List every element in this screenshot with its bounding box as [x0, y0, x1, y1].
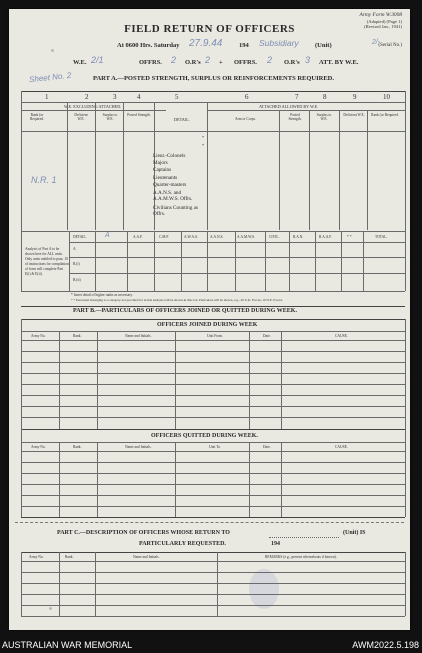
- rule: [69, 257, 405, 258]
- rule: [289, 231, 290, 291]
- rule: [235, 231, 236, 291]
- rule: [339, 110, 340, 230]
- rule: [21, 594, 405, 595]
- rule: [21, 231, 22, 291]
- header-surplus: Surplus to W.E.: [102, 113, 118, 121]
- header-arm-corps: Arm or Corps.: [235, 117, 256, 121]
- attached-allowed: ATTACHED ALLOWED BY W.E.: [259, 104, 319, 109]
- analysis-col-other: * *: [347, 235, 352, 239]
- ors2-label: O.R's: [284, 59, 300, 66]
- ors-label: O.R's: [185, 59, 201, 66]
- quitted-col-date: Date.: [263, 445, 271, 449]
- rule: [21, 319, 22, 429]
- joined-col-name: Name and Initials.: [125, 334, 152, 338]
- rule: [21, 231, 405, 232]
- analysis-col-total: TOTAL.: [375, 235, 388, 239]
- analysis-col-cmf: C.M.F.: [159, 235, 169, 239]
- rule: [95, 231, 96, 291]
- analysis-row-bii: B.(ii): [73, 278, 81, 282]
- rule: [181, 231, 182, 291]
- serial-label: (Serial No.): [378, 43, 402, 48]
- rule: [97, 331, 98, 429]
- rule: [207, 231, 208, 291]
- rule: [21, 552, 22, 616]
- att-label: ATT. BY W.E.: [319, 59, 359, 66]
- rule: [405, 231, 406, 291]
- rule: [21, 384, 405, 385]
- analysis-col-aamws: A.A.M.W.S.: [237, 235, 255, 239]
- analysis-col-civil: CIVIL.: [269, 235, 280, 239]
- offrs-label: OFFRS.: [139, 59, 162, 66]
- handwritten-date: 27.9.44: [189, 38, 223, 49]
- rule: [207, 102, 208, 230]
- part-c-col-name: Name and Initials.: [133, 555, 160, 559]
- rule: [21, 552, 405, 553]
- rule: [315, 231, 316, 291]
- ink-stain: [249, 569, 279, 609]
- header-deficient: Deficient W.E.: [74, 113, 88, 121]
- analysis-col-detail: DETAIL.: [73, 235, 87, 239]
- header-deficient-2: Deficient W.E.: [343, 113, 365, 117]
- part-c-unit-is: (Unit) IS: [343, 530, 366, 536]
- plus-sign: +: [219, 59, 223, 66]
- analysis-col-raaf: R.A.A.F.: [319, 235, 332, 239]
- handwritten-ors2: 3: [305, 55, 311, 65]
- offrs2-label: OFFRS.: [234, 59, 257, 66]
- rule: [175, 442, 176, 517]
- rule: [21, 131, 405, 132]
- form-title: FIELD RETURN OF OFFICERS: [124, 23, 295, 35]
- rule: [21, 561, 405, 562]
- rule: [21, 110, 166, 111]
- rule: [59, 331, 60, 429]
- rule: [21, 291, 405, 292]
- caption-right: AWM2022.5.198: [352, 640, 419, 650]
- joined-title: OFFICERS JOINED DURING WEEK: [157, 322, 258, 328]
- footnote-1: * Insert detail of higher ranks as necessary.: [71, 293, 133, 297]
- quitted-col-army-no: Army No.: [31, 445, 46, 449]
- at-hours-label: At 0600 Hrs. Saturday: [117, 42, 180, 49]
- analysis-col-handwritten: A: [105, 232, 110, 239]
- rule: [217, 552, 218, 616]
- rule: [21, 451, 405, 452]
- part-c-heading: PART C.—DESCRIPTION OF OFFICERS WHOSE RETURN TO: [57, 530, 230, 536]
- rule: [59, 552, 60, 616]
- rule: [281, 442, 282, 517]
- header-rank-required: Rank (or Required.: [29, 113, 45, 121]
- detail-list: Lieut.-Colonels Majors Captains Lieutenants Quarter-masters A.A.N.S. and A.A.M.W.S. Offrs. Civilians Counting as Offrs.: [153, 153, 198, 218]
- part-a-heading: PART A.—POSTED STRENGTH, SURPLUS OR REINFORCEMENTS REQUIRED.: [93, 75, 334, 82]
- punch-hole: [51, 49, 54, 52]
- part-c-col-rank: Rank.: [65, 555, 74, 559]
- quitted-col-unit-to: Unit To.: [209, 445, 221, 449]
- handwritten-ors: 2: [205, 55, 211, 65]
- footnote-2: * * Personnel belonging to a category not provided for in this analysis will be shown in this Col. Particulars will be shown, e.g., 20 U.K. Forces; 10 N.E. Forces.: [71, 298, 283, 302]
- header-posted-strength: Posted Strength.: [127, 113, 151, 117]
- analysis-row-a: A.: [73, 247, 77, 251]
- rule: [405, 429, 406, 517]
- year-prefix: 194: [239, 42, 249, 49]
- rule: [95, 102, 96, 230]
- part-c-col-remarks: REMARKS (e.g., present whereabouts if known).: [265, 555, 337, 559]
- handwritten-unit: Subsidiary: [259, 38, 299, 48]
- handwritten-offrs2: 2: [267, 55, 273, 65]
- punch-hole: [49, 607, 52, 610]
- rule: [21, 495, 405, 496]
- joined-col-date: Date.: [263, 334, 271, 338]
- rule: [127, 231, 128, 291]
- quitted-col-name: Name and Initials.: [125, 445, 152, 449]
- rule: [279, 110, 280, 230]
- part-b-heading: PART B.—PARTICULARS OF OFFICERS JOINED OR QUITTED DURING WEEK.: [73, 308, 297, 314]
- rule: [21, 102, 405, 103]
- unit-label: (Unit): [315, 42, 332, 49]
- rule: [21, 484, 405, 485]
- rule: [21, 506, 405, 507]
- rule: [21, 351, 405, 352]
- analysis-row-bi: B.(i): [73, 262, 80, 266]
- rule: [309, 110, 310, 230]
- rule: [21, 395, 405, 396]
- analysis-col-awas: A.W.A.S.: [184, 235, 198, 239]
- rule: [21, 331, 405, 332]
- caption-left: AUSTRALIAN WAR MEMORIAL: [2, 640, 133, 650]
- analysis-col-aaf: A.A.F.: [133, 235, 143, 239]
- rule: [69, 231, 70, 291]
- rule: [21, 429, 405, 430]
- rule: [67, 102, 68, 230]
- rule: [97, 442, 98, 517]
- header-rank-required-2: Rank (or Required.: [371, 113, 399, 117]
- rule: [21, 572, 405, 573]
- rule: [21, 406, 405, 407]
- rule: [21, 91, 22, 231]
- quitted-title: OFFICERS QUITTED DURING WEEK.: [151, 433, 258, 439]
- rule: [154, 231, 155, 291]
- joined-col-unit-from: Unit From.: [207, 334, 223, 338]
- rule: [21, 362, 405, 363]
- joined-col-cause: CAUSE.: [335, 334, 348, 338]
- joined-col-rank: Rank.: [73, 334, 82, 338]
- rule: [207, 110, 405, 111]
- quitted-col-cause: CAUSE.: [335, 445, 348, 449]
- rule: [69, 242, 405, 243]
- rule: [95, 552, 96, 616]
- rule: [367, 110, 368, 230]
- handwritten-serial: 2/-: [371, 39, 380, 46]
- rule: [21, 442, 405, 443]
- rule: [363, 231, 364, 291]
- rule: [21, 616, 405, 617]
- rule: [405, 552, 406, 616]
- joined-col-army-no: Army No.: [31, 334, 46, 338]
- rule: [59, 442, 60, 517]
- rule: [21, 517, 405, 518]
- analysis-col-aans: A.A.N.S.: [210, 235, 224, 239]
- dotted-blank: [269, 537, 339, 538]
- we-label: W.E.: [73, 59, 87, 66]
- handwritten-we: 2/1: [91, 55, 104, 65]
- tear-line: [15, 522, 404, 523]
- rule: [21, 417, 405, 418]
- part-c-col-army-no: Army No.: [29, 555, 44, 559]
- handwritten-margin-note: Sheet No. 2: [28, 70, 72, 85]
- form-sheet: FIELD RETURN OF OFFICERS Army Form W.3008 (Adapted) (Page 1) (Revised Jan., 1941) 2/- (Serial No.) At 0600 Hrs. Saturday 27.9.44 194 Subsidiary (Unit) W.E. 2/1 OFFRS. 2 O.R's 2 + OFFRS. 2 O.R's 3 ATT. BY W.E. Sheet No. 2 PART A.—POSTED STRENGTH, SURPLUS OR REINFORCEMENTS REQUIRED. 1 2 3 4 5 6 7 8 9 10 W.E. EXCLUDING ATTACHED. ATTACHED ALLOWED BY W.E. Rank (or Required. Deficient W.E. Surplus to W.E. Posted Strength. DETAIL. Arm or Corps. Posted Strength. Surplus to W.E. Deficient W.E. Rank (or Required. * * Lieut.-Colonels Majors Captains Lieutenants Quarter-masters A.A.N.S. and A.A.M.W.S. Offrs. Civilians Counting as Offrs. N.R. 1 Analysis of Part A to be shown here for ALL units. Only units entitled to para. 10 of instructions for compilation of form will complete Part E(i) & E(ii). DETAIL. A A.A.F. C.M.F. A.W.A.S. A.A.N.S. A.A.M.W.S. CIVIL. R.A.N. R.A.A.F. * * TOTAL. A. B.(i) B.(ii) * Insert detail of higher ranks as necessary. * * Personnel belonging to a category not provided for in this analysis will be shown in this Col. Particulars will be shown, e.g., 20 U.K. Forces; 10 N.E. Forces. PART B.—PARTICULARS OF OFFICERS JOINED OR QUITTED DURING WEEK. OFFICERS JOINED DURING WEEK Army No. Rank. Name and Initials. Unit From. Date. CAUSE. OFFICERS QUITTED DURING WEEK. Army No. Rank. Name and Initials. Unit To. Date. CAUSE. PART C.—DESCRIPTION OF OFFICERS WHOSE RETURN TO (Unit) IS PARTICULARLY REQUESTED. 194 Army No. Rank. Name and Initials. REMARKS (e.g., present whereabouts if known).: [9, 9, 410, 630]
- rule: [249, 442, 250, 517]
- rule: [21, 319, 405, 320]
- rule: [21, 462, 405, 463]
- rule: [341, 231, 342, 291]
- rule: [265, 231, 266, 291]
- quitted-col-rank: Rank.: [73, 445, 82, 449]
- rule: [21, 306, 405, 307]
- part-c-requested: PARTICULARLY REQUESTED.: [139, 541, 226, 547]
- rule: [405, 319, 406, 429]
- we-excluding-attached: W.E. EXCLUDING ATTACHED.: [64, 104, 122, 109]
- header-posted-strength-2: Posted Strength.: [288, 113, 302, 121]
- rule: [405, 91, 406, 231]
- header-surplus-2: Surplus to W.E.: [316, 113, 332, 121]
- rule: [21, 429, 22, 517]
- rule: [21, 583, 405, 584]
- rule: [21, 473, 405, 474]
- rule: [21, 340, 405, 341]
- rule: [123, 102, 124, 230]
- analysis-col-ran: R.A.N.: [293, 235, 304, 239]
- army-form-reference: Army Form W.3008 (Adapted) (Page 1) (Revised Jan., 1941): [359, 12, 402, 30]
- analysis-note: Analysis of Part A to be shown here for ALL units. Only units entitled to para. 10 of instructions for compilation of form will complete Part E(i) & E(ii).: [25, 247, 69, 276]
- header-detail: DETAIL.: [174, 117, 190, 122]
- handwritten-entry: N.R. 1: [31, 175, 57, 185]
- part-c-year: 194: [271, 541, 280, 547]
- rule: [249, 331, 250, 429]
- rule: [21, 91, 405, 92]
- rule: [69, 273, 405, 274]
- rule: [175, 331, 176, 429]
- handwritten-offrs: 2: [171, 55, 177, 65]
- rule: [21, 373, 405, 374]
- rule: [281, 331, 282, 429]
- rule: [21, 605, 405, 606]
